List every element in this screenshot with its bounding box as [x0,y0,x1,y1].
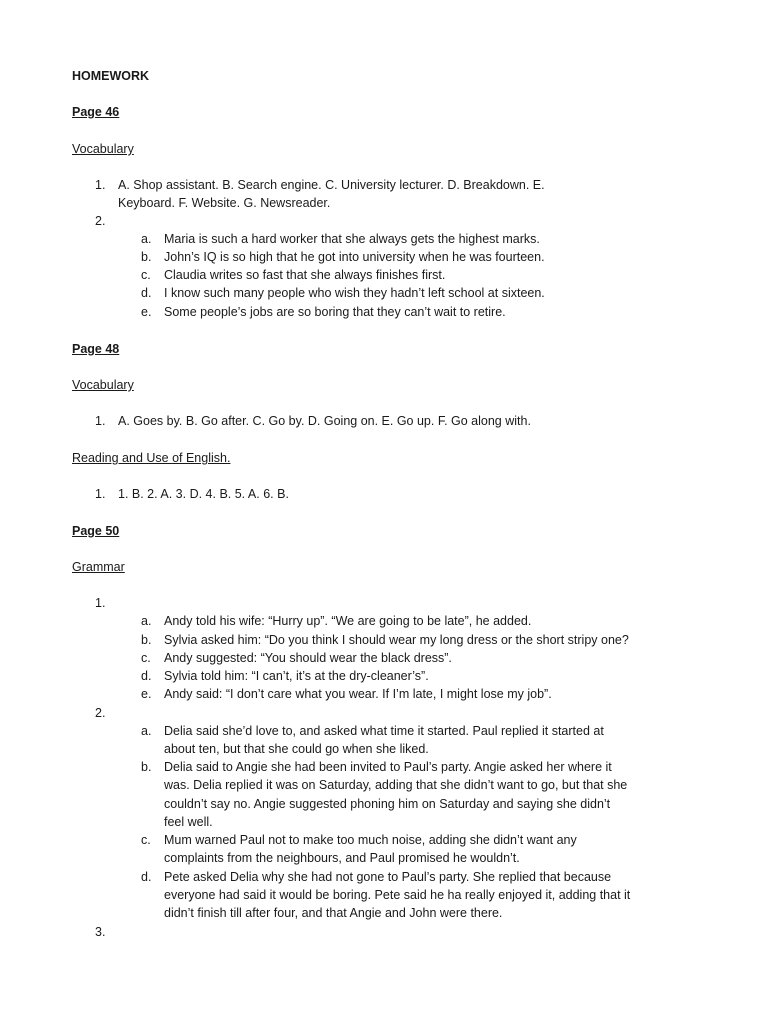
p46-item-2-number: 2. [95,214,106,228]
p50-item-1-b-text: Sylvia asked him: “Do you think I should wear my long dress or the short stripy one? [164,633,629,647]
p50-item-2-b-line-3: couldn’t say no. Angie suggested phoning him on Saturday and saying she didn’t [164,797,611,811]
p46-item-2-d-text: I know such many people who wish they hadn’t left school at sixteen. [164,286,545,300]
p50-item-2-c-line-1: Mum warned Paul not to make too much noise, adding she didn’t want any [164,833,577,847]
p46-item-2-d-letter: d. [141,286,152,300]
p50-item-2-b-line-1: Delia said to Angie she had been invited to Paul’s party. Angie asked her where it [164,760,612,774]
p50-item-1-d-text: Sylvia told him: “I can’t, it’s at the dry-cleaner’s”. [164,669,429,683]
p50-item-1-a-letter: a. [141,614,152,628]
p50-item-1-e-letter: e. [141,687,152,701]
p48-vocab-item-1-number: 1. [95,414,106,428]
page-48-vocabulary-heading: Vocabulary [72,378,134,392]
p50-item-1-b-letter: b. [141,633,152,647]
p50-item-1-e-text: Andy said: “I don’t care what you wear. If I’m late, I might lose my job”. [164,687,552,701]
p50-item-2-a-letter: a. [141,724,152,738]
p46-item-1-number: 1. [95,178,106,192]
page-46-vocabulary-heading: Vocabulary [72,142,134,156]
p46-item-2-a-letter: a. [141,232,152,246]
p46-item-1-line-1: A. Shop assistant. B. Search engine. C. University lecturer. D. Breakdown. E. [118,178,545,192]
p50-item-3-number: 3. [95,925,106,939]
page-50-grammar-heading: Grammar [72,560,125,574]
p48-reading-item-1-number: 1. [95,487,106,501]
p50-item-2-c-letter: c. [141,833,151,847]
page-50-heading: Page 50 [72,524,120,538]
document-title: HOMEWORK [72,69,150,83]
p48-vocab-item-1-text: A. Goes by. B. Go after. C. Go by. D. Going on. E. Go up. F. Go along with. [118,414,531,428]
p50-item-1-d-letter: d. [141,669,152,683]
p46-item-2-c-text: Claudia writes so fast that she always finishes first. [164,268,446,282]
page-46-heading: Page 46 [72,105,120,119]
p50-item-2-b-line-2: was. Delia replied it was on Saturday, adding that she didn’t want to go, but that she [164,778,628,792]
p46-item-2-c-letter: c. [141,268,151,282]
p50-item-2-d-line-1: Pete asked Delia why she had not gone to Paul’s party. She replied that because [164,870,612,884]
p50-item-1-number: 1. [95,596,106,610]
p46-item-2-a-text: Maria is such a hard worker that she always gets the highest marks. [164,232,540,246]
p50-item-2-a-line-1: Delia said she’d love to, and asked what time it started. Paul replied it started at [164,724,604,738]
p50-item-2-c-line-2: complaints from the neighbours, and Paul promised he wouldn’t. [164,851,520,865]
p50-item-1-a-text: Andy told his wife: “Hurry up”. “We are going to be late”, he added. [164,614,532,628]
p46-item-1-line-2: Keyboard. F. Website. G. Newsreader. [118,196,331,210]
p50-item-2-b-letter: b. [141,760,152,774]
p46-item-2-e-text: Some people’s jobs are so boring that they can’t wait to retire. [164,305,506,319]
p50-item-2-d-line-3: didn’t finish till after four, and that Angie and John were there. [164,906,503,920]
p50-item-1-c-letter: c. [141,651,151,665]
p46-item-2-b-text: John’s IQ is so high that he got into university when he was fourteen. [164,250,545,264]
p46-item-2-b-letter: b. [141,250,152,264]
p46-item-2-e-letter: e. [141,305,152,319]
page-48-reading-heading: Reading and Use of English. [72,451,231,465]
p50-item-2-b-line-4: feel well. [164,815,213,829]
page-48-heading: Page 48 [72,342,120,356]
p50-item-2-a-line-2: about ten, but that she could go when she liked. [164,742,429,756]
p50-item-2-number: 2. [95,706,106,720]
p50-item-2-d-line-2: everyone had said it would be boring. Pete said he ha really enjoyed it, adding that it [164,888,631,902]
p48-reading-item-1-text: 1. B. 2. A. 3. D. 4. B. 5. A. 6. B. [118,487,289,501]
p50-item-1-c-text: Andy suggested: “You should wear the black dress”. [164,651,452,665]
p50-item-2-d-letter: d. [141,870,152,884]
